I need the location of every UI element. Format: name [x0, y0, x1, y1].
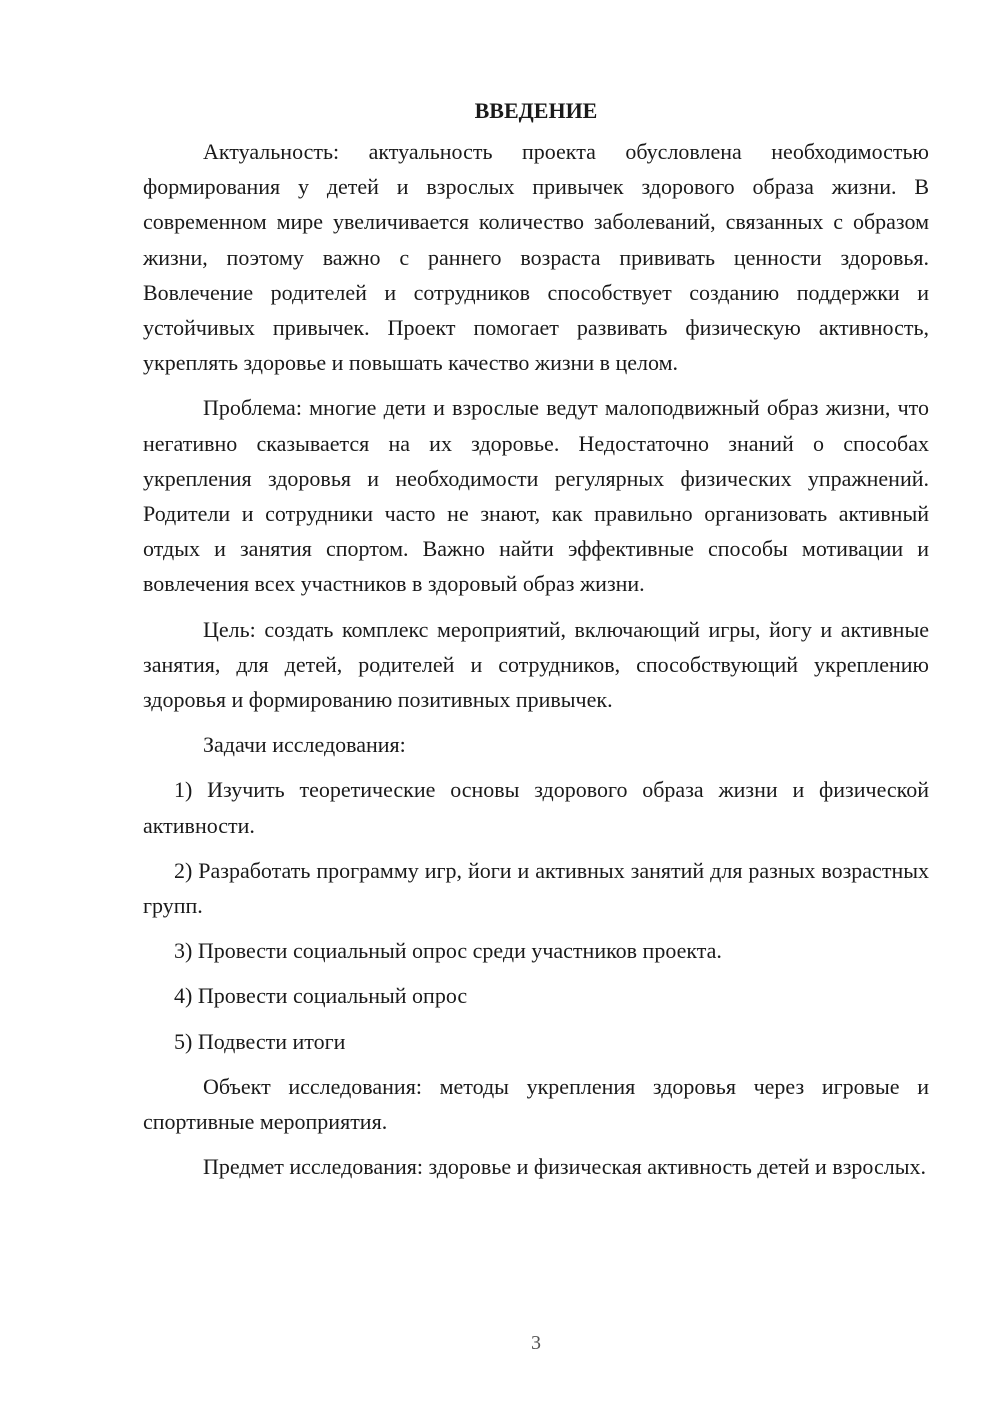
task-item: 1) Изучить теоретические основы здорового образа жизни и физической активности.: [143, 777, 929, 838]
task-item: 2) Разработать программу игр, йоги и активных занятий для разных возрастных групп.: [143, 857, 929, 919]
section-heading: ВВЕДЕНИЕ: [474, 98, 598, 123]
subject-paragraph: Предмет исследования: здоровье и физическая активность детей и взрослых.: [203, 1154, 926, 1180]
object-paragraph: Объект исследования: методы укрепления здоровья через игровые и спортивные мероприятия.: [143, 1073, 929, 1135]
tasks-heading: Задачи исследования:: [203, 732, 406, 758]
relevance-paragraph: Актуальность: актуальность проекта обусловлена необходимостью формирования у детей и взрослых привычек здорового образа жизни. В современном мире увеличивается количество заболеваний, связанных с образом жизни, поэтому важно с раннего возраста прививать ценности здоровья. Вовлечение родителей и сотрудников способствует созданию поддержки и устойчивых привычек. Проект помогает развивать физическую активность, укреплять здоровье и повышать качество жизни в целом.: [143, 139, 929, 376]
goal-paragraph: Цель: создать комплекс мероприятий, включающий игры, йогу и активные занятия, для детей, родителей и сотрудников, способствующий укреплению здоровья и формированию позитивных привычек.: [143, 616, 929, 713]
page-number: 3: [531, 1332, 541, 1354]
task-item: 4) Провести социальный опрос: [174, 983, 468, 1009]
problem-paragraph: Проблема: многие дети и взрослые ведут малоподвижный образ жизни, что негативно сказывается на их здоровье. Недостаточно знаний о способах укрепления здоровья и необходимости регулярных физических упражнений. Родители и сотрудники часто не знают, как правильно организовать активный отдых и занятия спортом. Важно найти эффективные способы мотивации и вовлечения всех участников в здоровый образ жизни.: [143, 395, 929, 597]
page-body: [143, 93, 929, 1194]
task-item: 3) Провести социальный опрос среди участников проекта.: [174, 938, 722, 964]
task-item: 5) Подвести итоги: [174, 1028, 346, 1054]
